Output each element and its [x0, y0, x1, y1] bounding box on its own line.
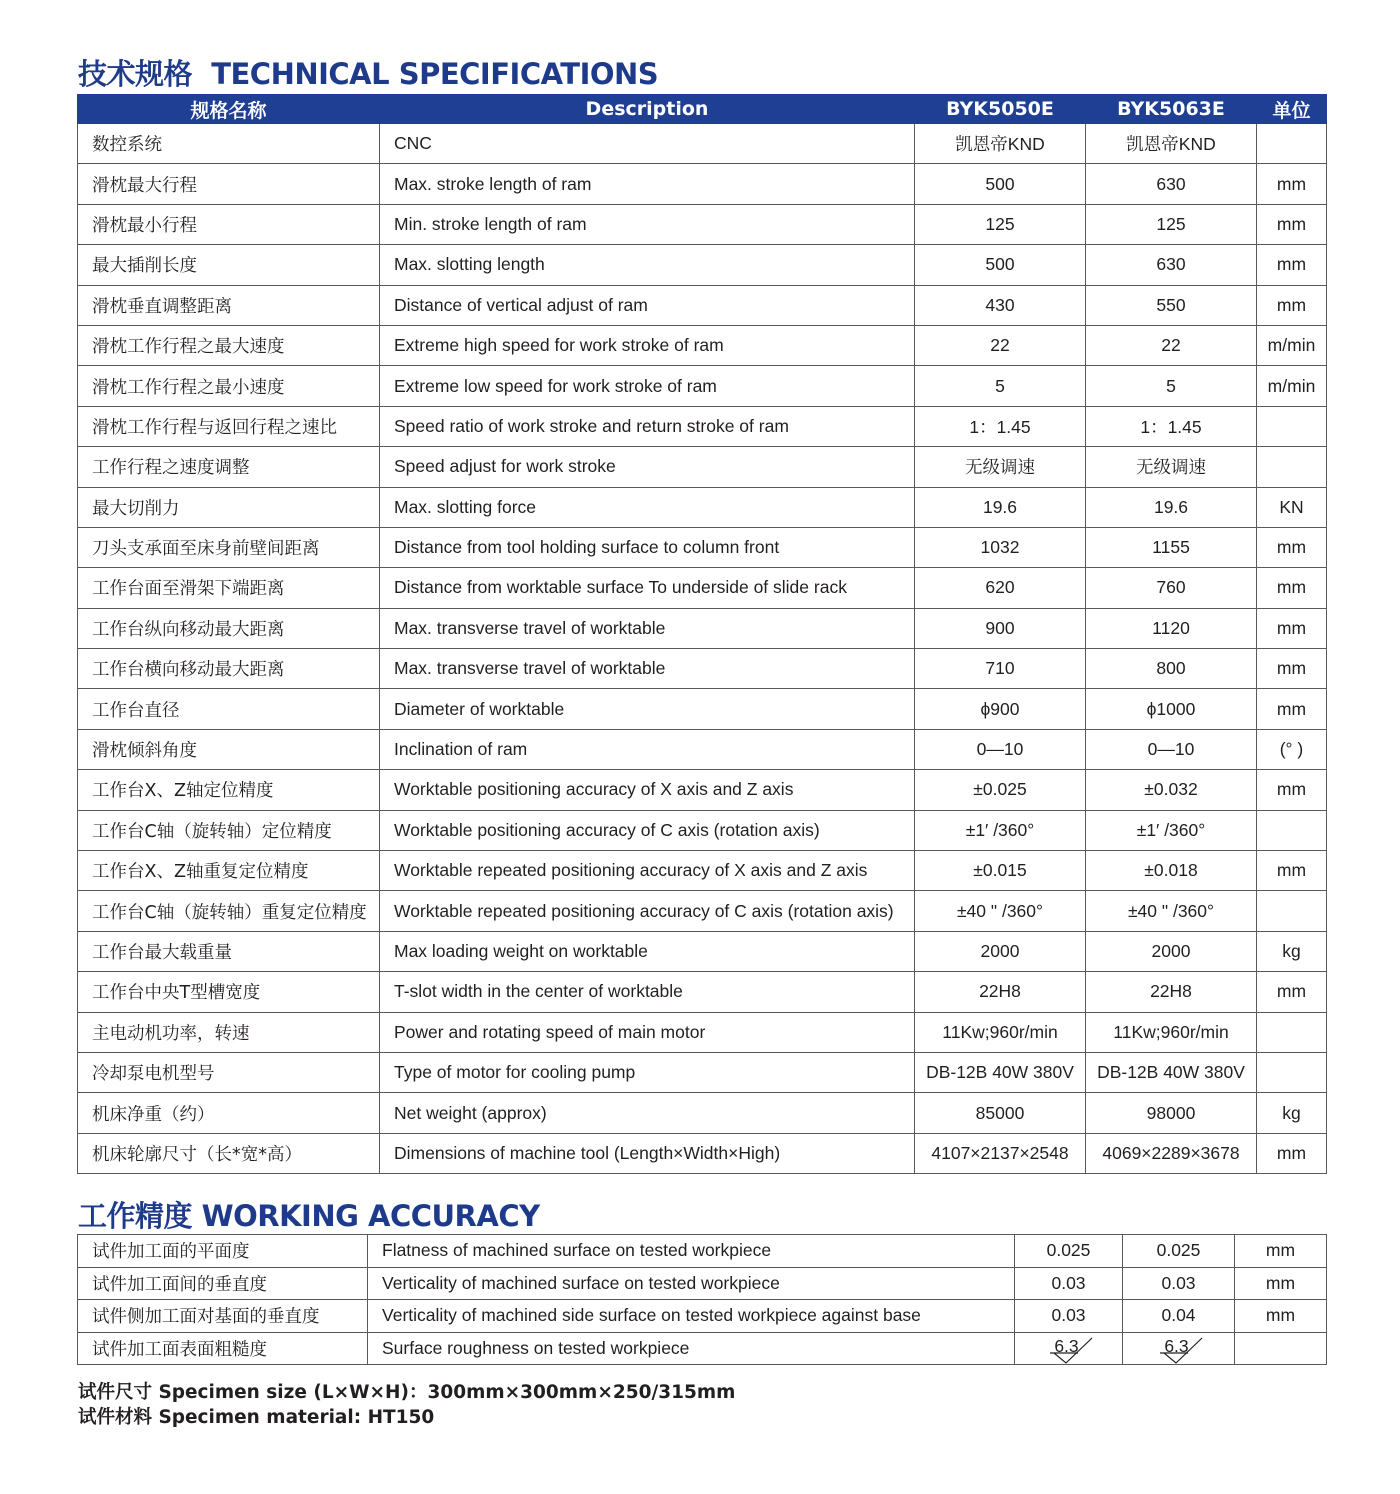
spec-description: Net weight (approx) [380, 1093, 915, 1133]
spec-byk5063e-value: 凯恩帝KND [1086, 124, 1257, 164]
spec-spec-name: 滑枕垂直调整距离 [78, 285, 380, 325]
spec-row [78, 1133, 1327, 1173]
spec-spec-name: 工作台横向移动最大距离 [78, 649, 380, 689]
roughness-symbol [1052, 1336, 1084, 1361]
spec-unit [1257, 124, 1327, 164]
accuracy-byk5050e-value [1015, 1332, 1123, 1365]
accuracy-table [77, 1234, 1327, 1365]
spec-description: Max. transverse travel of worktable [380, 649, 915, 689]
spec-byk5063e-value: ±0.018 [1086, 851, 1257, 891]
roughness-value: 6.3 [1164, 1335, 1189, 1356]
spec-spec-name: 滑枕工作行程与返回行程之速比 [78, 406, 380, 446]
roughness-check-icon [1158, 1336, 1210, 1364]
spec-spec-name: 最大切削力 [78, 487, 380, 527]
spec-byk5050e-value: DB-12B 40W 380V [915, 1052, 1086, 1092]
accuracy-row [78, 1300, 1327, 1333]
spec-spec-name: 工作台中央T型槽宽度 [78, 972, 380, 1012]
spec-unit: mm [1257, 245, 1327, 285]
spec-section-title: 技术规格 TECHNICAL SPECIFICATIONS [78, 57, 659, 91]
spec-table [77, 94, 1327, 1174]
accuracy-byk5050e-value: 0.025 [1015, 1235, 1123, 1268]
spec-row [78, 406, 1327, 446]
specimen-material: 试件材料 Specimen material: HT150 [78, 1407, 435, 1428]
spec-byk5063e-value: 0—10 [1086, 729, 1257, 769]
accuracy-byk5063e-value [1123, 1332, 1235, 1365]
spec-spec-name: 滑枕工作行程之最小速度 [78, 366, 380, 406]
spec-description: Worktable positioning accuracy of C axis (rotation axis) [380, 810, 915, 850]
spec-unit: mm [1257, 1133, 1327, 1173]
spec-spec-name: 主电动机功率，转速 [78, 1012, 380, 1052]
spec-row [78, 810, 1327, 850]
accuracy-unit [1235, 1332, 1327, 1365]
spec-unit [1257, 447, 1327, 487]
spec-description: T-slot width in the center of worktable [380, 972, 915, 1012]
spec-byk5050e-value: 11Kw;960r/min [915, 1012, 1086, 1052]
spec-byk5063e-value: ϕ1000 [1086, 689, 1257, 729]
spec-byk5063e-value: 630 [1086, 245, 1257, 285]
spec-unit: mm [1257, 527, 1327, 567]
spec-unit: mm [1257, 608, 1327, 648]
spec-row [78, 689, 1327, 729]
spec-description: Dimensions of machine tool (Length×Width×High) [380, 1133, 915, 1173]
spec-unit: m/min [1257, 325, 1327, 365]
roughness-symbol [1162, 1336, 1194, 1361]
accuracy-unit: mm [1235, 1235, 1327, 1268]
spec-description: Type of motor for cooling pump [380, 1052, 915, 1092]
spec-unit [1257, 891, 1327, 931]
spec-spec-name: 工作台最大载重量 [78, 931, 380, 971]
spec-row [78, 931, 1327, 971]
spec-unit: mm [1257, 689, 1327, 729]
spec-byk5050e-value: ϕ900 [915, 689, 1086, 729]
spec-row [78, 285, 1327, 325]
header-byk5063e: BYK5063E [1086, 95, 1257, 124]
spec-row [78, 608, 1327, 648]
spec-description: Diameter of worktable [380, 689, 915, 729]
accuracy-unit: mm [1235, 1300, 1327, 1333]
spec-unit: KN [1257, 487, 1327, 527]
spec-byk5050e-value: 710 [915, 649, 1086, 689]
header-byk5050e: BYK5050E [915, 95, 1086, 124]
spec-row [78, 447, 1327, 487]
spec-byk5050e-value: 19.6 [915, 487, 1086, 527]
accuracy-description: Flatness of machined surface on tested workpiece [368, 1235, 1015, 1268]
spec-row [78, 851, 1327, 891]
roughness-value: 6.3 [1054, 1335, 1079, 1356]
spec-spec-name: 冷却泵电机型号 [78, 1052, 380, 1092]
spec-description: Distance from worktable surface To underside of slide rack [380, 568, 915, 608]
accuracy-byk5063e-value: 0.04 [1123, 1300, 1235, 1333]
spec-byk5063e-value: ±0.032 [1086, 770, 1257, 810]
spec-byk5050e-value: ±0.015 [915, 851, 1086, 891]
spec-byk5063e-value: DB-12B 40W 380V [1086, 1052, 1257, 1092]
spec-row [78, 245, 1327, 285]
spec-spec-name: 机床轮廓尺寸（长*宽*高） [78, 1133, 380, 1173]
spec-byk5063e-value: 1120 [1086, 608, 1257, 648]
spec-byk5063e-value: 550 [1086, 285, 1257, 325]
spec-byk5063e-value: 800 [1086, 649, 1257, 689]
spec-byk5063e-value: ±40 " /360° [1086, 891, 1257, 931]
spec-unit [1257, 810, 1327, 850]
spec-byk5050e-value: 22H8 [915, 972, 1086, 1012]
spec-byk5063e-value: 22H8 [1086, 972, 1257, 1012]
spec-unit: kg [1257, 1093, 1327, 1133]
spec-byk5063e-value: 22 [1086, 325, 1257, 365]
accuracy-spec-name: 试件侧加工面对基面的垂直度 [78, 1300, 368, 1333]
spec-byk5050e-value: 125 [915, 204, 1086, 244]
spec-unit: mm [1257, 164, 1327, 204]
spec-row [78, 891, 1327, 931]
spec-byk5050e-value: 0—10 [915, 729, 1086, 769]
spec-unit: kg [1257, 931, 1327, 971]
spec-unit [1257, 406, 1327, 446]
spec-row [78, 164, 1327, 204]
spec-row [78, 1052, 1327, 1092]
spec-description: Extreme low speed for work stroke of ram [380, 366, 915, 406]
specimen-size: 试件尺寸 Specimen size (L×W×H)：300mm×300mm×250/315mm [78, 1382, 736, 1403]
spec-row [78, 527, 1327, 567]
spec-unit: mm [1257, 851, 1327, 891]
accuracy-description: Surface roughness on tested workpiece [368, 1332, 1015, 1365]
spec-description: Extreme high speed for work stroke of ram [380, 325, 915, 365]
spec-byk5050e-value: 22 [915, 325, 1086, 365]
spec-byk5050e-value: 5 [915, 366, 1086, 406]
spec-unit: (° ) [1257, 729, 1327, 769]
spec-byk5063e-value: 11Kw;960r/min [1086, 1012, 1257, 1052]
spec-byk5063e-value: 760 [1086, 568, 1257, 608]
spec-byk5063e-value: 2000 [1086, 931, 1257, 971]
accuracy-unit: mm [1235, 1267, 1327, 1300]
spec-spec-name: 工作台纵向移动最大距离 [78, 608, 380, 648]
spec-description: Worktable repeated positioning accuracy of X axis and Z axis [380, 851, 915, 891]
spec-spec-name: 工作台直径 [78, 689, 380, 729]
accuracy-row [78, 1235, 1327, 1268]
spec-row [78, 1093, 1327, 1133]
accuracy-byk5050e-value: 0.03 [1015, 1300, 1123, 1333]
spec-spec-name: 工作台X、Z轴定位精度 [78, 770, 380, 810]
spec-row [78, 972, 1327, 1012]
spec-row [78, 487, 1327, 527]
spec-byk5063e-value: 5 [1086, 366, 1257, 406]
spec-row [78, 649, 1327, 689]
spec-byk5063e-value: 1：1.45 [1086, 406, 1257, 446]
accuracy-spec-name: 试件加工面间的垂直度 [78, 1267, 368, 1300]
spec-spec-name: 工作台X、Z轴重复定位精度 [78, 851, 380, 891]
spec-byk5063e-value: 4069×2289×3678 [1086, 1133, 1257, 1173]
header-unit: 单位 [1257, 95, 1327, 124]
accuracy-description: Verticality of machined surface on tested workpiece [368, 1267, 1015, 1300]
spec-byk5050e-value: 500 [915, 164, 1086, 204]
spec-byk5063e-value: 630 [1086, 164, 1257, 204]
spec-description: Max. stroke length of ram [380, 164, 915, 204]
header-description: Description [380, 95, 915, 124]
spec-unit: mm [1257, 204, 1327, 244]
spec-description: Min. stroke length of ram [380, 204, 915, 244]
spec-byk5050e-value: 900 [915, 608, 1086, 648]
accuracy-description: Verticality of machined side surface on tested workpiece against base [368, 1300, 1015, 1333]
spec-header-row [78, 95, 1327, 124]
roughness-check-icon [1048, 1336, 1100, 1364]
spec-byk5050e-value: 凯恩帝KND [915, 124, 1086, 164]
spec-byk5063e-value: 无级调速 [1086, 447, 1257, 487]
spec-spec-name: 刀头支承面至床身前壁间距离 [78, 527, 380, 567]
spec-unit: m/min [1257, 366, 1327, 406]
spec-byk5050e-value: ±40 " /360° [915, 891, 1086, 931]
spec-byk5063e-value: 125 [1086, 204, 1257, 244]
spec-unit: mm [1257, 649, 1327, 689]
spec-row [78, 124, 1327, 164]
spec-description: Max. slotting force [380, 487, 915, 527]
spec-description: Max loading weight on worktable [380, 931, 915, 971]
spec-row [78, 204, 1327, 244]
accuracy-section-title: 工作精度 WORKING ACCURACY [78, 1199, 540, 1233]
spec-row [78, 1012, 1327, 1052]
spec-spec-name: 工作台面至滑架下端距离 [78, 568, 380, 608]
spec-row [78, 366, 1327, 406]
spec-spec-name: 滑枕最大行程 [78, 164, 380, 204]
spec-unit: mm [1257, 568, 1327, 608]
spec-unit: mm [1257, 972, 1327, 1012]
spec-spec-name: 工作台C轴（旋转轴）重复定位精度 [78, 891, 380, 931]
spec-byk5050e-value: 620 [915, 568, 1086, 608]
spec-spec-name: 机床净重（约） [78, 1093, 380, 1133]
spec-byk5050e-value: ±1′ /360° [915, 810, 1086, 850]
spec-description: Worktable positioning accuracy of X axis and Z axis [380, 770, 915, 810]
spec-description: Max. slotting length [380, 245, 915, 285]
spec-byk5050e-value: 500 [915, 245, 1086, 285]
accuracy-spec-name: 试件加工面的平面度 [78, 1235, 368, 1268]
accuracy-spec-name: 试件加工面表面粗糙度 [78, 1332, 368, 1365]
spec-row [78, 770, 1327, 810]
spec-unit: mm [1257, 770, 1327, 810]
spec-row [78, 729, 1327, 769]
spec-byk5063e-value: ±1′ /360° [1086, 810, 1257, 850]
header-spec-name: 规格名称 [78, 95, 380, 124]
spec-description: Inclination of ram [380, 729, 915, 769]
spec-byk5063e-value: 19.6 [1086, 487, 1257, 527]
spec-description: Distance from tool holding surface to column front [380, 527, 915, 567]
spec-description: CNC [380, 124, 915, 164]
spec-byk5063e-value: 98000 [1086, 1093, 1257, 1133]
spec-spec-name: 最大插削长度 [78, 245, 380, 285]
spec-description: Worktable repeated positioning accuracy of C axis (rotation axis) [380, 891, 915, 931]
spec-spec-name: 工作行程之速度调整 [78, 447, 380, 487]
spec-unit [1257, 1052, 1327, 1092]
spec-byk5050e-value: 85000 [915, 1093, 1086, 1133]
accuracy-byk5050e-value: 0.03 [1015, 1267, 1123, 1300]
spec-byk5050e-value: 1：1.45 [915, 406, 1086, 446]
spec-spec-name: 滑枕最小行程 [78, 204, 380, 244]
accuracy-byk5063e-value: 0.03 [1123, 1267, 1235, 1300]
accuracy-byk5063e-value: 0.025 [1123, 1235, 1235, 1268]
spec-byk5050e-value: 4107×2137×2548 [915, 1133, 1086, 1173]
spec-description: Power and rotating speed of main motor [380, 1012, 915, 1052]
spec-spec-name: 工作台C轴（旋转轴）定位精度 [78, 810, 380, 850]
spec-byk5050e-value: 430 [915, 285, 1086, 325]
spec-spec-name: 滑枕倾斜角度 [78, 729, 380, 769]
spec-description: Speed adjust for work stroke [380, 447, 915, 487]
spec-byk5050e-value: 1032 [915, 527, 1086, 567]
spec-spec-name: 滑枕工作行程之最大速度 [78, 325, 380, 365]
spec-unit: mm [1257, 285, 1327, 325]
spec-unit [1257, 1012, 1327, 1052]
spec-byk5063e-value: 1155 [1086, 527, 1257, 567]
spec-byk5050e-value: ±0.025 [915, 770, 1086, 810]
spec-byk5050e-value: 无级调速 [915, 447, 1086, 487]
spec-row [78, 325, 1327, 365]
spec-byk5050e-value: 2000 [915, 931, 1086, 971]
spec-description: Max. transverse travel of worktable [380, 608, 915, 648]
spec-description: Distance of vertical adjust of ram [380, 285, 915, 325]
spec-description: Speed ratio of work stroke and return stroke of ram [380, 406, 915, 446]
spec-spec-name: 数控系统 [78, 124, 380, 164]
accuracy-row [78, 1332, 1327, 1365]
accuracy-row [78, 1267, 1327, 1300]
spec-row [78, 568, 1327, 608]
